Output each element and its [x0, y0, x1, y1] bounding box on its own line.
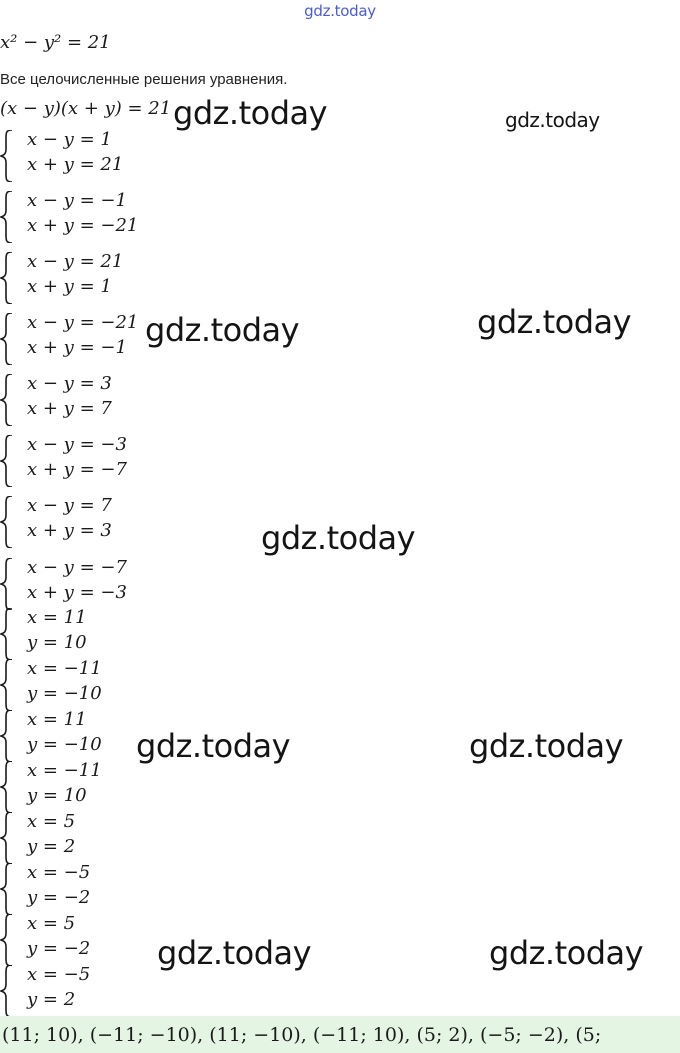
watermark: gdz.today — [136, 727, 291, 765]
system-line-1: x = −11 — [27, 658, 102, 679]
watermark: gdz.today — [173, 94, 328, 132]
left-brace-icon — [0, 710, 14, 762]
equation-system — [0, 863, 300, 915]
left-brace-icon — [0, 435, 14, 487]
system-line-2: y = 10 — [27, 785, 87, 806]
left-brace-icon — [0, 659, 14, 711]
left-brace-icon — [0, 313, 14, 365]
answer-box — [0, 1016, 680, 1053]
left-brace-icon — [0, 914, 14, 966]
equation-system — [0, 558, 300, 610]
system-line-2: y = 2 — [27, 836, 76, 857]
system-line-1: x = 11 — [27, 607, 87, 628]
equation-system — [0, 252, 300, 304]
system-line-2: y = 10 — [27, 632, 87, 653]
system-line-2: x + y = 3 — [27, 520, 112, 541]
equation-system — [0, 130, 300, 182]
equation-system — [0, 812, 300, 864]
system-line-1: x = 5 — [27, 811, 76, 832]
left-brace-icon — [0, 130, 14, 182]
left-brace-icon — [0, 558, 14, 610]
system-line-2: x + y = 7 — [27, 398, 112, 419]
site-logo[interactable]: gdz.today — [304, 2, 376, 20]
left-brace-icon — [0, 496, 14, 548]
system-line-2: x + y = −7 — [27, 459, 127, 480]
watermark: gdz.today — [145, 311, 300, 349]
system-line-2: y = −10 — [27, 683, 102, 704]
factored-equation: (x − y)(x + y) = 21 — [0, 98, 172, 119]
equation-system — [0, 191, 300, 243]
watermark: gdz.today — [469, 727, 624, 765]
system-line-1: x − y = −3 — [27, 434, 127, 455]
system-line-1: x − y = 7 — [27, 495, 112, 516]
equation-system — [0, 608, 300, 660]
equation-system — [0, 435, 300, 487]
system-line-1: x − y = −21 — [27, 312, 139, 333]
system-line-2: y = −2 — [27, 938, 91, 959]
system-line-1: x = −11 — [27, 760, 102, 781]
system-line-2: y = 2 — [27, 989, 76, 1010]
answer-text: (11; 10), (−11; −10), (11; −10), (−11; 10), (5; 2), (−5; −2), (5; — [2, 1024, 602, 1046]
watermark: gdz.today — [505, 108, 600, 132]
left-brace-icon — [0, 191, 14, 243]
left-brace-icon — [0, 608, 14, 660]
system-line-1: x = −5 — [27, 862, 91, 883]
intro-text: Все целочисленные решения уравнения. — [0, 71, 288, 88]
system-line-1: x = 11 — [27, 709, 87, 730]
system-line-2: x + y = −1 — [27, 337, 127, 358]
system-line-2: y = −2 — [27, 887, 91, 908]
left-brace-icon — [0, 812, 14, 864]
left-brace-icon — [0, 761, 14, 813]
watermark: gdz.today — [489, 934, 644, 972]
system-line-1: x − y = 21 — [27, 251, 124, 272]
system-line-1: x − y = 3 — [27, 373, 112, 394]
watermark: gdz.today — [477, 303, 632, 341]
system-line-2: x + y = 21 — [27, 154, 124, 175]
equation-system — [0, 496, 300, 548]
equation-system — [0, 965, 300, 1017]
system-line-2: x + y = −3 — [27, 582, 127, 603]
watermark: gdz.today — [261, 519, 416, 557]
left-brace-icon — [0, 863, 14, 915]
problem-equation: x² − y² = 21 — [0, 32, 111, 53]
left-brace-icon — [0, 374, 14, 426]
system-line-2: x + y = 1 — [27, 276, 112, 297]
watermark: gdz.today — [157, 934, 312, 972]
equation-system — [0, 659, 300, 711]
left-brace-icon — [0, 252, 14, 304]
equation-system — [0, 761, 300, 813]
system-line-1: x = 5 — [27, 913, 76, 934]
system-line-1: x − y = 1 — [27, 129, 112, 150]
left-brace-icon — [0, 965, 14, 1017]
system-line-2: y = −10 — [27, 734, 102, 755]
system-line-2: x + y = −21 — [27, 215, 139, 236]
system-line-1: x = −5 — [27, 964, 91, 985]
equation-system — [0, 374, 300, 426]
system-line-1: x − y = −7 — [27, 557, 127, 578]
system-line-1: x − y = −1 — [27, 190, 127, 211]
